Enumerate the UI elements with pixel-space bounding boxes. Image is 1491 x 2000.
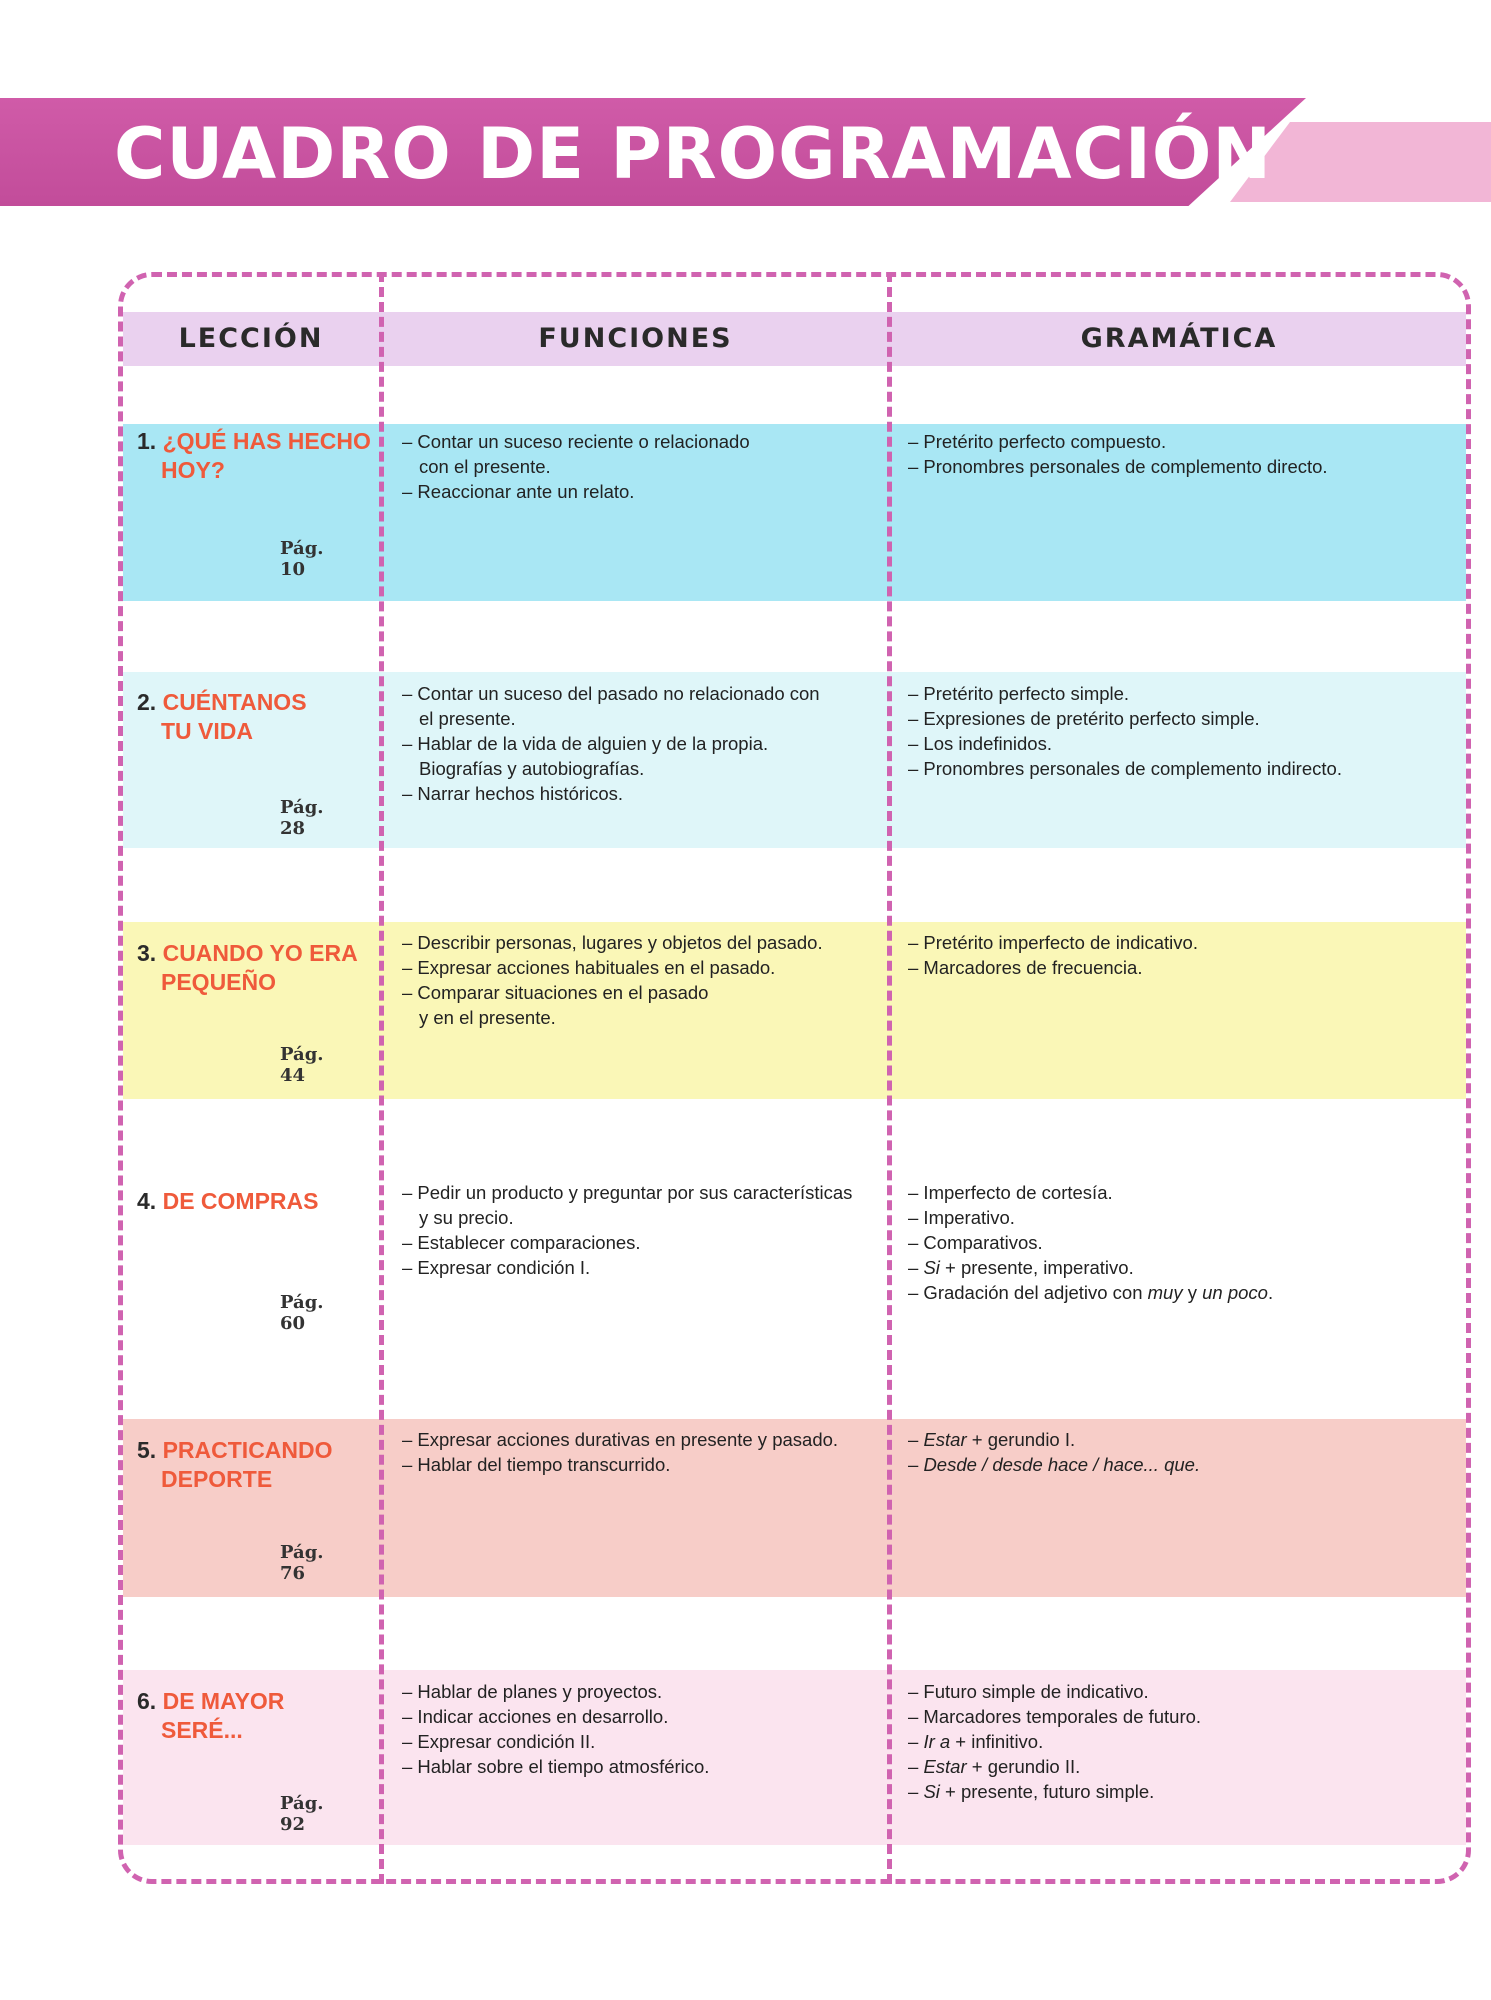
lesson-page: Pág. 60 xyxy=(280,1292,324,1334)
lesson-title xyxy=(137,1187,377,1216)
list-item: – Marcadores temporales de futuro. xyxy=(908,1706,1202,1727)
lesson-title-line: ¿QUÉ HAS HECHO xyxy=(162,428,371,454)
list-item: – Pedir un producto y preguntar por sus características xyxy=(402,1182,853,1203)
italic-term: Si xyxy=(923,1257,940,1278)
lesson-title-line: CUÉNTANOS xyxy=(162,689,307,715)
lesson-title-line: DE COMPRAS xyxy=(162,1188,319,1214)
funciones-list xyxy=(402,1679,872,1779)
list-dash: – xyxy=(908,1257,924,1278)
gramatica-list xyxy=(908,1427,1453,1477)
list-item: – Comparar situaciones en el pasado xyxy=(402,982,709,1003)
list-item: – Expresar acciones durativas en presente y pasado. xyxy=(402,1429,839,1450)
list-item: – Expresar condición II. xyxy=(402,1731,596,1752)
lesson-page: Pág. 76 xyxy=(280,1542,324,1584)
gramatica-list xyxy=(908,1180,1453,1305)
list-text: + presente, imperativo. xyxy=(939,1257,1134,1278)
lesson-title-line: PRACTICANDO xyxy=(162,1437,333,1463)
italic-term: Ir a xyxy=(923,1731,951,1752)
lesson-title xyxy=(137,1436,377,1494)
list-dash: – xyxy=(908,1454,924,1475)
list-item: – Pronombres personales de complemento indirecto. xyxy=(908,758,1342,779)
lesson-number: 4. xyxy=(137,1188,157,1214)
list-item: – Establecer comparaciones. xyxy=(402,1232,641,1253)
list-text: . xyxy=(1267,1282,1274,1303)
list-item: – Describir personas, lugares y objetos del pasado. xyxy=(402,932,823,953)
list-item: – Hablar de la vida de alguien y de la propia. xyxy=(402,733,769,754)
list-item: – Futuro simple de indicativo. xyxy=(908,1681,1149,1702)
page-title: CUADRO DE PROGRAMACIÓN xyxy=(114,113,1272,195)
list-dash: – xyxy=(908,1429,924,1450)
list-item: – Expresar acciones habituales en el pasado. xyxy=(402,957,776,978)
italic-term: Si xyxy=(923,1781,940,1802)
italic-term: Desde / desde hace / hace... que. xyxy=(923,1454,1201,1475)
gramatica-list xyxy=(908,429,1453,479)
list-dash: – xyxy=(908,1756,924,1777)
funciones-list xyxy=(402,930,872,1030)
list-item xyxy=(908,1452,1453,1477)
list-dash: – xyxy=(908,1731,924,1752)
column-divider xyxy=(379,272,384,1884)
gramatica-list xyxy=(908,681,1453,781)
list-item: – Los indefinidos. xyxy=(908,733,1052,754)
list-item: y en el presente. xyxy=(419,1007,556,1028)
lesson-page: Pág. 92 xyxy=(280,1793,324,1835)
list-text: + presente, futuro simple. xyxy=(939,1781,1155,1802)
list-item: – Contar un suceso del pasado no relacionado con xyxy=(402,683,820,704)
column-divider xyxy=(887,272,892,1884)
header-funciones: FUNCIONES xyxy=(538,323,733,354)
gramatica-list xyxy=(908,1679,1453,1804)
funciones-list xyxy=(402,1180,872,1280)
list-item: y su precio. xyxy=(419,1207,514,1228)
funciones-list xyxy=(402,429,872,504)
list-item: – Expresiones de pretérito perfecto simple. xyxy=(908,708,1260,729)
lesson-number: 6. xyxy=(137,1688,157,1714)
lesson-title-line: HOY? xyxy=(161,457,225,483)
list-text: y xyxy=(1182,1282,1203,1303)
italic-term: muy xyxy=(1147,1282,1183,1303)
lesson-title-line: DEPORTE xyxy=(161,1466,273,1492)
lesson-number: 1. xyxy=(137,428,157,454)
list-item: – Hablar sobre el tiempo atmosférico. xyxy=(402,1756,710,1777)
header-leccion: LECCIÓN xyxy=(178,323,324,354)
list-item: – Pronombres personales de complemento directo. xyxy=(908,456,1328,477)
list-item xyxy=(908,1729,1453,1754)
lesson-title-line: PEQUEÑO xyxy=(161,969,277,995)
lesson-page: Pág. 10 xyxy=(280,538,324,580)
funciones-list xyxy=(402,1427,872,1477)
lesson-title-line: SERÉ... xyxy=(161,1717,243,1743)
list-item: el presente. xyxy=(419,708,516,729)
lesson-title xyxy=(137,688,377,746)
list-item: – Marcadores de frecuencia. xyxy=(908,957,1143,978)
list-text: + gerundio II. xyxy=(966,1756,1081,1777)
list-item: – Hablar del tiempo transcurrido. xyxy=(402,1454,671,1475)
lesson-title-line: CUANDO YO ERA xyxy=(162,940,358,966)
list-item xyxy=(908,1427,1453,1452)
list-item: – Expresar condición I. xyxy=(402,1257,591,1278)
list-item: – Imperativo. xyxy=(908,1207,1015,1228)
lesson-number: 2. xyxy=(137,689,157,715)
list-item: – Indicar acciones en desarrollo. xyxy=(402,1706,669,1727)
list-item xyxy=(908,1280,1453,1305)
list-item: – Imperfecto de cortesía. xyxy=(908,1182,1113,1203)
list-item: con el presente. xyxy=(419,456,551,477)
lesson-title xyxy=(137,427,377,485)
list-text: – Gradación del adjetivo con xyxy=(908,1282,1148,1303)
lesson-number: 5. xyxy=(137,1437,157,1463)
list-item: – Reaccionar ante un relato. xyxy=(402,481,635,502)
list-item: – Narrar hechos históricos. xyxy=(402,783,624,804)
lesson-page: Pág. 44 xyxy=(280,1044,324,1086)
list-item: – Pretérito perfecto compuesto. xyxy=(908,431,1167,452)
list-item xyxy=(908,1779,1453,1804)
lesson-number: 3. xyxy=(137,940,157,966)
list-dash: – xyxy=(908,1781,924,1802)
funciones-list xyxy=(402,681,872,806)
list-item: – Pretérito perfecto simple. xyxy=(908,683,1130,704)
gramatica-list xyxy=(908,930,1453,980)
list-item: – Pretérito imperfecto de indicativo. xyxy=(908,932,1198,953)
list-text: + gerundio I. xyxy=(966,1429,1076,1450)
list-item: Biografías y autobiografías. xyxy=(419,758,645,779)
italic-term: Estar xyxy=(923,1429,967,1450)
lesson-title-line: DE MAYOR xyxy=(162,1688,285,1714)
header-gramatica: GRAMÁTICA xyxy=(1080,323,1278,354)
lesson-title-line: TU VIDA xyxy=(161,718,253,744)
italic-term: Estar xyxy=(923,1756,967,1777)
lesson-title xyxy=(137,939,377,997)
list-text: + infinitivo. xyxy=(950,1731,1044,1752)
italic-term: un poco xyxy=(1202,1282,1268,1303)
list-item: – Contar un suceso reciente o relacionado xyxy=(402,431,750,452)
list-item: – Comparativos. xyxy=(908,1232,1043,1253)
lesson-title xyxy=(137,1687,377,1745)
list-item xyxy=(908,1754,1453,1779)
lesson-page: Pág. 28 xyxy=(280,797,324,839)
list-item: – Hablar de planes y proyectos. xyxy=(402,1681,663,1702)
list-item xyxy=(908,1255,1453,1280)
